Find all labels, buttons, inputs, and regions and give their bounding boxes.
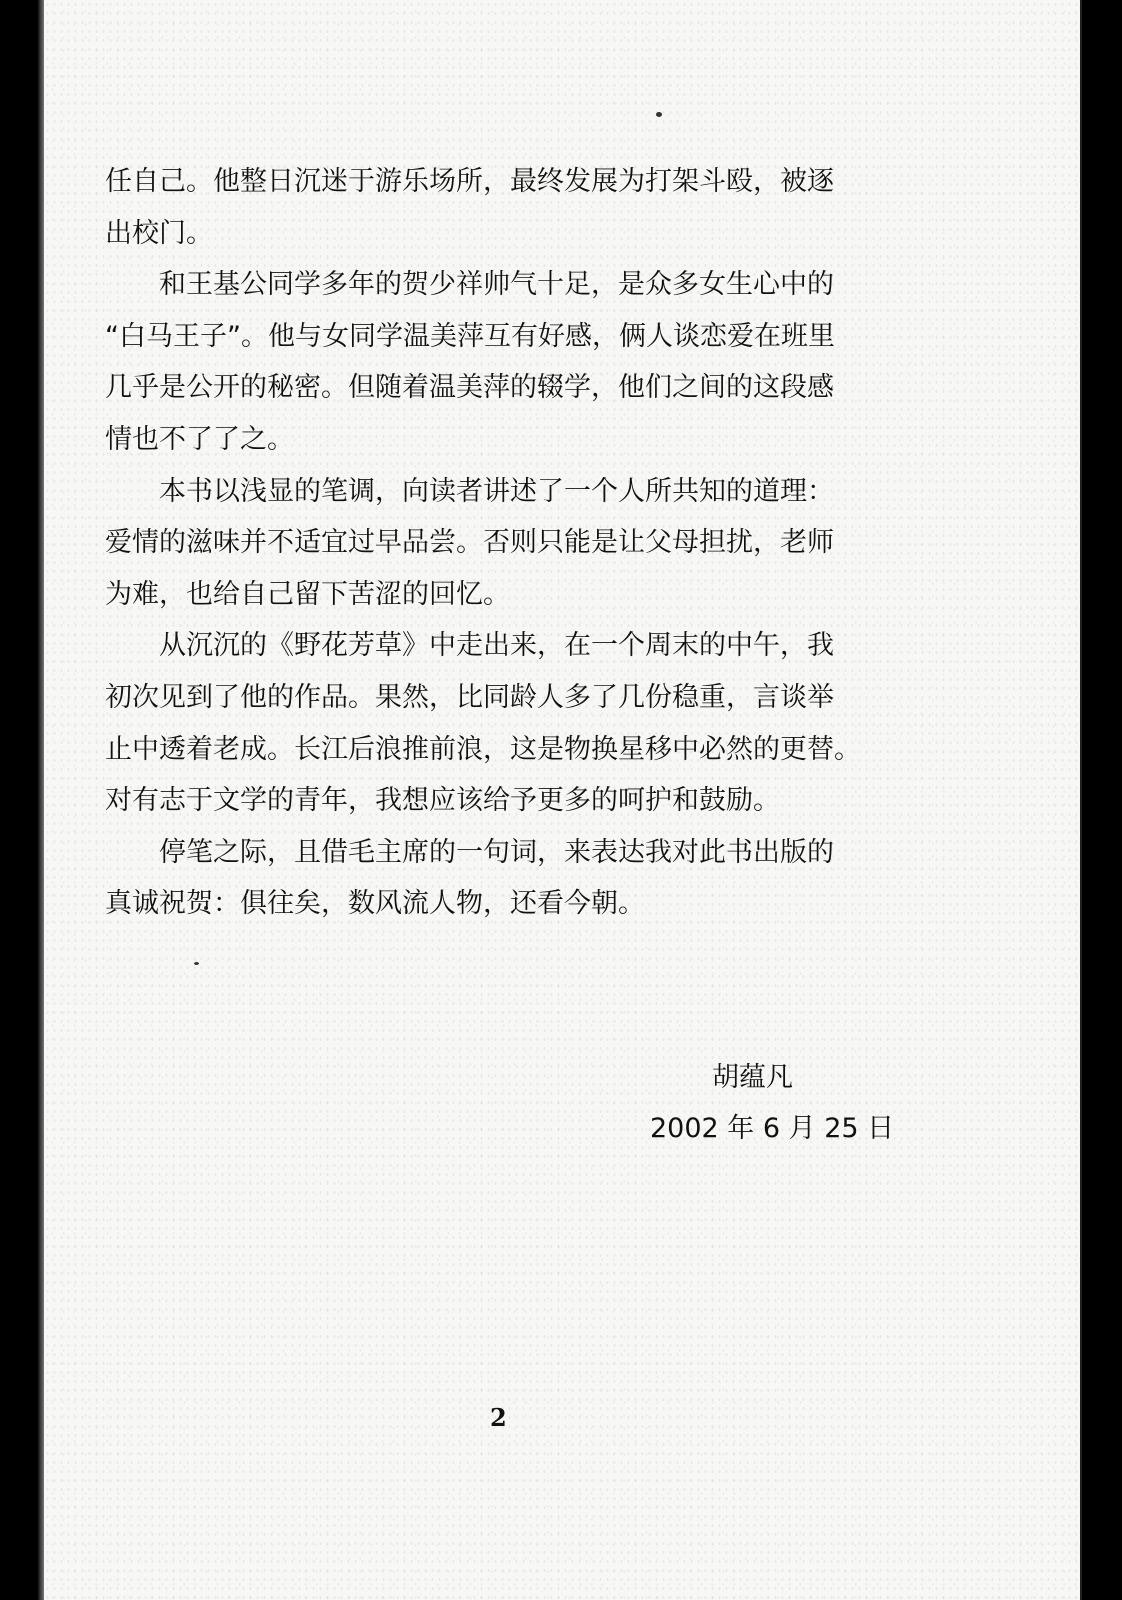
signature-date: 2002 年 6 月 25 日 [650, 1113, 895, 1144]
paragraph: 停笔之际，且借毛主席的一句词，来表达我对此书出版的 真诚祝贺：俱往矣，数风流人物，还看今朝。 [105, 836, 834, 920]
scan-speck [656, 112, 662, 117]
paragraph: 本书以浅显的笔调，向读者讲述了一个人所共知的道理： 爱情的滋味并不适宜过早品尝。否则只能是让父母担扰，老师 为难，也给自己留下苦涩的回忆。 [105, 475, 834, 610]
scan-speck [194, 962, 199, 965]
author-signature: 胡蕴凡 [712, 1062, 793, 1093]
paragraph: 从沉沉的《野花芳草》中走出来，在一个周末的中午，我 初次见到了他的作品。果然，比同龄人多了几份稳重，言谈举 止中透着老成。长江后浪推前浪，这是物换星移中必然的更替。 对有志于文学的青年，我想应该给予更多的呵护和鼓励。 [105, 630, 861, 817]
paragraph: 和王基公同学多年的贺少祥帅气十足，是众多女生心中的 “白马王子”。他与女同学温美萍互有好感，俩人谈恋爱在班里 几乎是公开的秘密。但随着温美萍的辍学，他们之间的这段感 情也不了了之。 [105, 269, 835, 455]
paragraph: 任自己。他整日沉迷于游乐场所，最终发展为打架斗殴，被逐 出校门。 [105, 166, 834, 249]
page-number: 2 [490, 1403, 507, 1432]
body-text [105, 156, 905, 930]
